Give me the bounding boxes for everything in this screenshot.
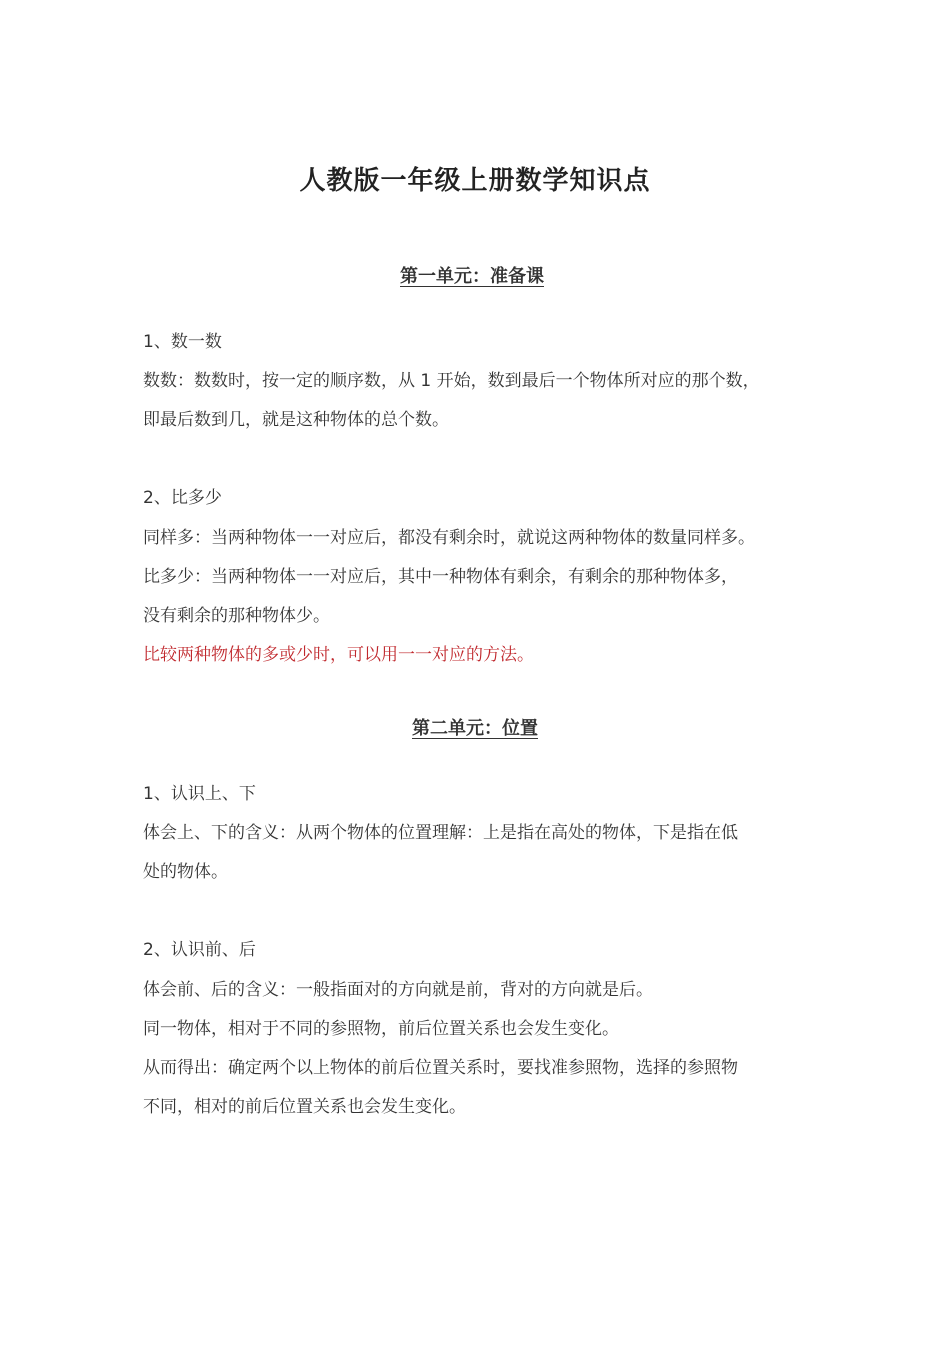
section-heading-up-down: 1、认识上、下 [143,784,256,804]
paragraph-line: 即最后数到几，就是这种物体的总个数。 [143,410,449,430]
paragraph-line: 同样多：当两种物体一一对应后，都没有剩余时，就说这两种物体的数量同样多。 [143,528,755,548]
unit-1-heading-text: 第一单元：准备课 [400,266,544,287]
document-title: 人教版一年级上册数学知识点 [299,166,651,196]
unit-2-heading-text: 第二单元：位置 [412,718,538,739]
paragraph-line: 处的物体。 [143,862,228,882]
paragraph-line: 同一物体，相对于不同的参照物，前后位置关系也会发生变化。 [143,1019,619,1039]
section-heading-count: 1、数一数 [143,332,222,352]
paragraph-line: 从而得出：确定两个以上物体的前后位置关系时，要找准参照物，选择的参照物 [143,1058,738,1078]
paragraph-line: 没有剩余的那种物体少。 [143,606,330,626]
paragraph-line: 不同，相对的前后位置关系也会发生变化。 [143,1097,466,1117]
paragraph-line: 数数：数数时，按一定的顺序数，从 1 开始，数到最后一个物体所对应的那个数， [143,371,760,391]
section-heading-front-back: 2、认识前、后 [143,940,256,960]
unit-1-heading [0,262,950,288]
unit-2-heading [0,714,950,740]
paragraph-line: 体会上、下的含义：从两个物体的位置理解：上是指在高处的物体，下是指在低 [143,823,738,843]
paragraph-line: 体会前、后的含义：一般指面对的方向就是前，背对的方向就是后。 [143,980,653,1000]
section-heading-compare: 2、比多少 [143,488,222,508]
paragraph-line: 比多少：当两种物体一一对应后，其中一种物体有剩余，有剩余的那种物体多， [143,567,738,587]
highlight-note: 比较两种物体的多或少时，可以用一一对应的方法。 [143,645,534,665]
